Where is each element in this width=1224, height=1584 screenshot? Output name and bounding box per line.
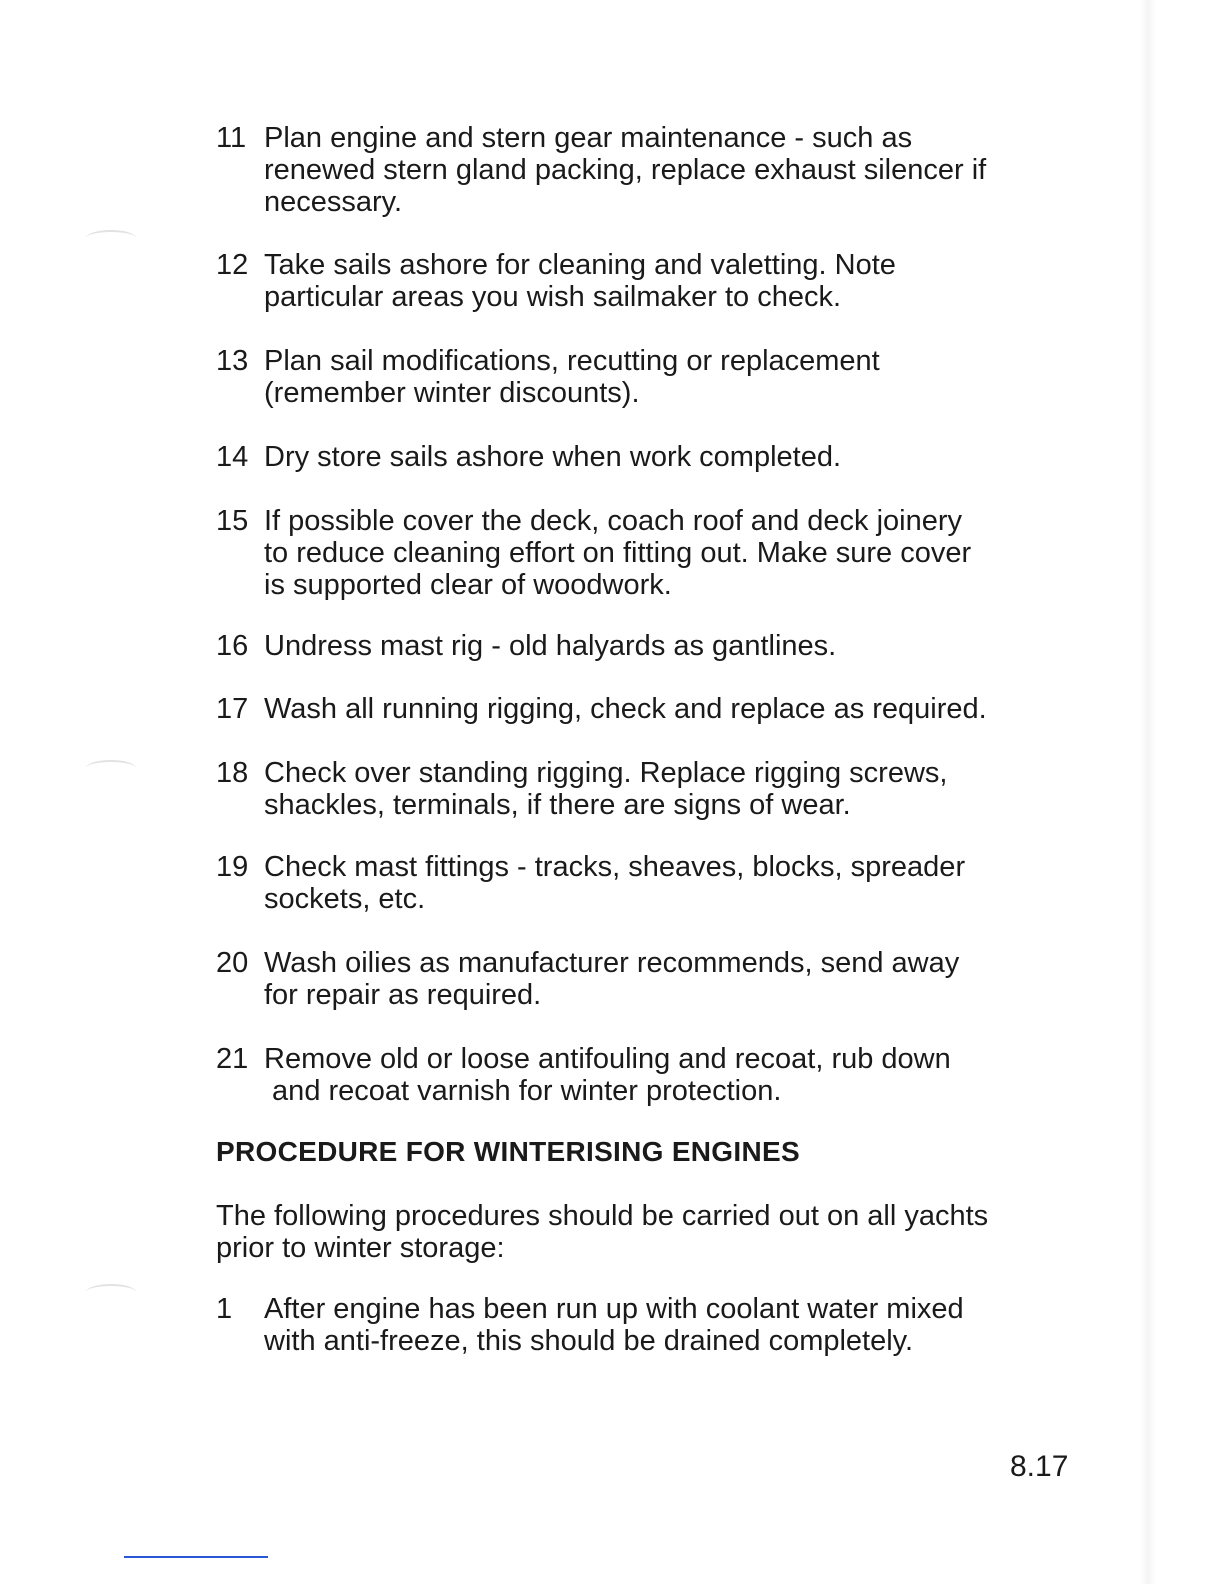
item-text	[264, 693, 987, 725]
item-line: Plan engine and stern gear maintenance - such as	[264, 122, 913, 154]
page-edge-shadow	[1140, 0, 1156, 1584]
item-line: Take sails ashore for cleaning and valetting. Note	[264, 249, 896, 281]
item-line: Plan sail modifications, recutting or replacement	[264, 345, 880, 377]
item-line: to reduce cleaning effort on fitting out. Make sure cover	[264, 537, 972, 569]
item-line: Check mast fittings - tracks, sheaves, blocks, spreader	[264, 851, 966, 883]
item-number: 11	[216, 122, 247, 154]
item-number: 19	[216, 851, 249, 883]
item-line: and recoat varnish for winter protection.	[264, 1075, 782, 1107]
item-line: If possible cover the deck, coach roof and deck joinery	[264, 505, 962, 537]
item-number: 15	[216, 505, 249, 537]
item-text	[264, 1043, 951, 1107]
item-line: renewed stern gland packing, replace exhaust silencer if	[264, 154, 987, 186]
item-number: 1	[216, 1293, 233, 1325]
item-number: 18	[216, 757, 249, 789]
item-text	[264, 505, 971, 601]
item-number: 13	[216, 345, 249, 377]
item-line: with anti-freeze, this should be drained completely.	[264, 1325, 914, 1357]
item-text	[264, 947, 959, 1011]
item-line: Undress mast rig - old halyards as gantlines.	[264, 630, 837, 662]
item-line: After engine has been run up with coolant water mixed	[264, 1293, 964, 1325]
item-text	[264, 1293, 964, 1357]
item-number: 14	[216, 441, 249, 473]
binder-hole-middle	[86, 760, 136, 776]
item-number: 12	[216, 249, 249, 281]
item-line: (remember winter discounts).	[264, 377, 640, 409]
item-text	[264, 851, 965, 915]
item-text	[264, 249, 896, 313]
intro-paragraph	[216, 1200, 988, 1264]
item-line: is supported clear of woodwork.	[264, 569, 672, 601]
binder-hole-top	[86, 230, 136, 246]
item-line: Remove old or loose antifouling and recoat, rub down	[264, 1043, 951, 1075]
item-text	[264, 345, 880, 409]
item-number: 20	[216, 947, 249, 979]
item-text	[264, 122, 986, 218]
item-line: sockets, etc.	[264, 883, 426, 915]
item-text	[264, 757, 947, 821]
item-line: necessary.	[264, 186, 403, 218]
item-number: 21	[216, 1043, 249, 1075]
item-line: shackles, terminals, if there are signs of wear.	[264, 789, 851, 821]
item-text	[264, 630, 836, 662]
item-line: Wash all running rigging, check and replace as required.	[264, 693, 987, 725]
item-line: particular areas you wish sailmaker to check.	[264, 281, 842, 313]
item-number: 16	[216, 630, 249, 662]
paragraph-line: prior to winter storage:	[216, 1232, 505, 1264]
item-line: Dry store sails ashore when work completed.	[264, 441, 842, 473]
section-heading: PROCEDURE FOR WINTERISING ENGINES	[216, 1136, 800, 1167]
item-number: 17	[216, 693, 249, 725]
item-text	[264, 441, 841, 473]
item-line: Check over standing rigging. Replace rigging screws,	[264, 757, 948, 789]
scan-artifact-line	[124, 1556, 268, 1558]
item-line: for repair as required.	[264, 979, 542, 1011]
item-line: Wash oilies as manufacturer recommends, send away	[264, 947, 960, 979]
page-number: 8.17	[1010, 1450, 1069, 1483]
paragraph-line: The following procedures should be carried out on all yachts	[216, 1200, 989, 1232]
binder-hole-bottom	[86, 1284, 136, 1300]
